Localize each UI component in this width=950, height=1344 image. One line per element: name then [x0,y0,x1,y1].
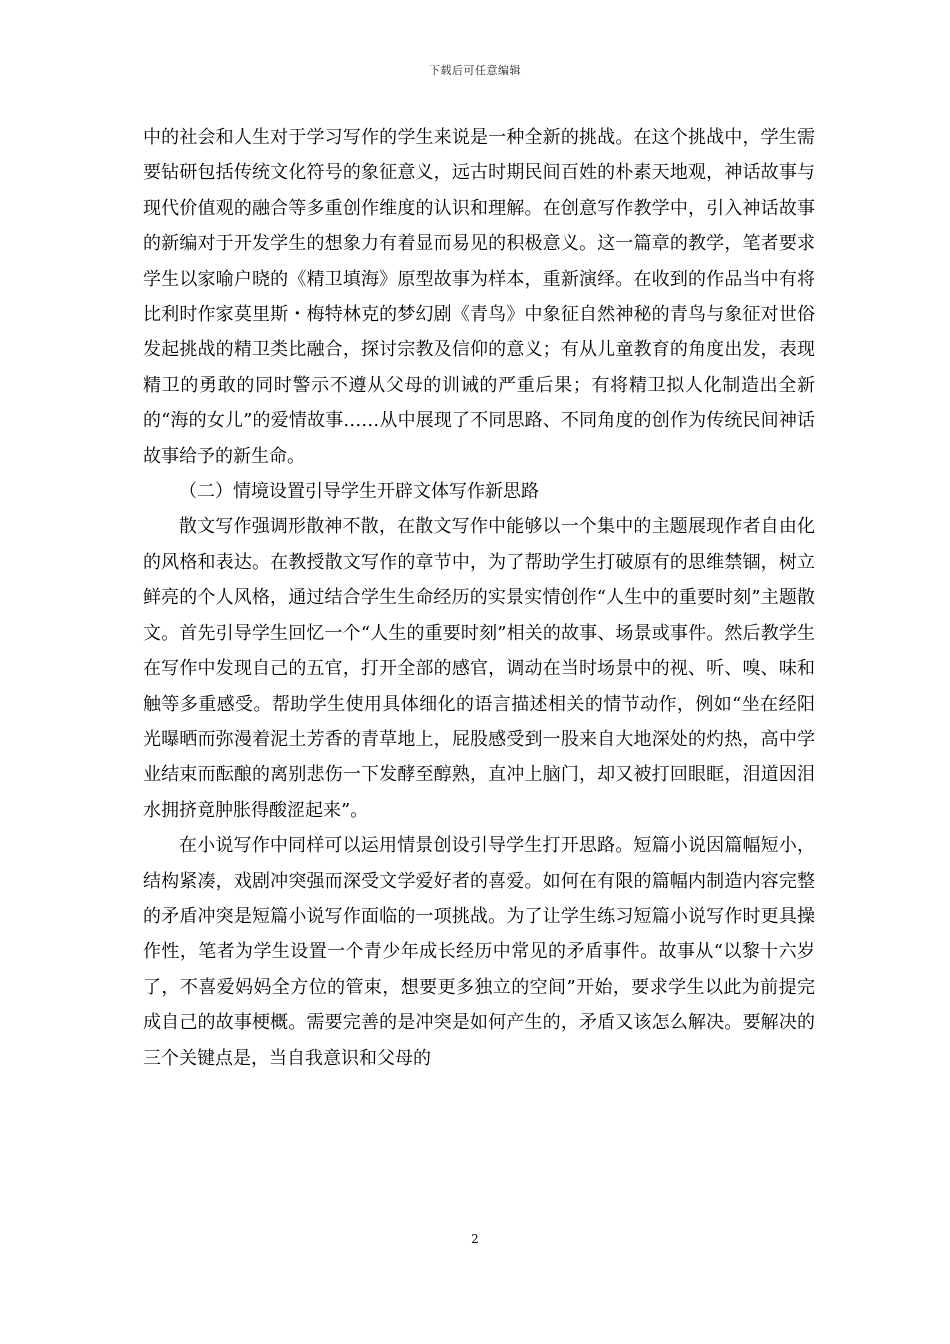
page-header-note: 下载后可任意编辑 [429,64,521,77]
paragraph-2: 散文写作强调形散神不散，在散文写作中能够以一个集中的主题展现作者自由化的风格和表达。在教授散文写作的章节中，为了帮助学生打破原有的思维禁锢，树立鲜亮的个人风格，通过结合学生生命经历的实景实情创作“人生中的重要时刻”主题散文。首先引导学生回忆一个“人生的重要时刻”相关的故事、场景或事件。然后教学生在写作中发现自己的五官，打开全部的感官，调动在当时场景中的视、听、嗅、味和触等多重感受。帮助学生使用具体细化的语言描述相关的情节动作，例如“坐在经阳光曝晒而弥漫着泥土芳香的青草地上，屁股感受到一股来自大地深处的灼热，高中学业结束而酝酿的离别悲伤一下发酵至醇熟，直冲上脑门，却又被打回眼眶，泪道因泪水拥挤竟肿胀得酸涩起来”。 [143,516,815,821]
page-number: 2 [471,1232,479,1246]
document-body [143,120,815,1076]
section-heading: （二）情境设置引导学生开辟文体写作新思路 [179,481,539,503]
paragraph-3: 在小说写作中同样可以运用情景创设引导学生打开思路。短篇小说因篇幅短小，结构紧凑，戏剧冲突强而深受文学爱好者的喜爱。如何在有限的篇幅内制造内容完整的矛盾冲突是短篇小说写作面临的一项挑战。为了让学生练习短篇小说写作时更具操作性，笔者为学生设置一个青少年成长经历中常见的矛盾事件。故事从“以黎十六岁了，不喜爱妈妈全方位的管束，想要更多独立的空间”开始，要求学生以此为前提完成自己的故事梗概。需要完善的是冲突是如何产生的，矛盾又该怎么解决。要解决的三个关键点是，当自我意识和父母的 [143,835,815,1069]
paragraph-1: 中的社会和人生对于学习写作的学生来说是一种全新的挑战。在这个挑战中，学生需要钻研包括传统文化符号的象征意义，远古时期民间百姓的朴素天地观，神话故事与现代价值观的融合等多重创作维度的认识和理解。在创意写作教学中，引入神话故事的新编对于开发学生的想象力有着显而易见的积极意义。这一篇章的教学，笔者要求学生以家喻户晓的《精卫填海》原型故事为样本，重新演绎。在收到的作品当中有将比利时作家莫里斯・梅特林克的梦幻剧《青鸟》中象征自然神秘的青鸟与象征对世俗发起挑战的精卫类比融合，探讨宗教及信仰的意义；有从儿童教育的角度出发，表现精卫的勇敢的同时警示不遵从父母的训诫的严重后果；有将精卫拟人化制造出全新的“海的女儿”的爱情故事……从中展现了不同思路、不同角度的创作为传统民间神话故事给予的新生命。 [143,127,815,467]
